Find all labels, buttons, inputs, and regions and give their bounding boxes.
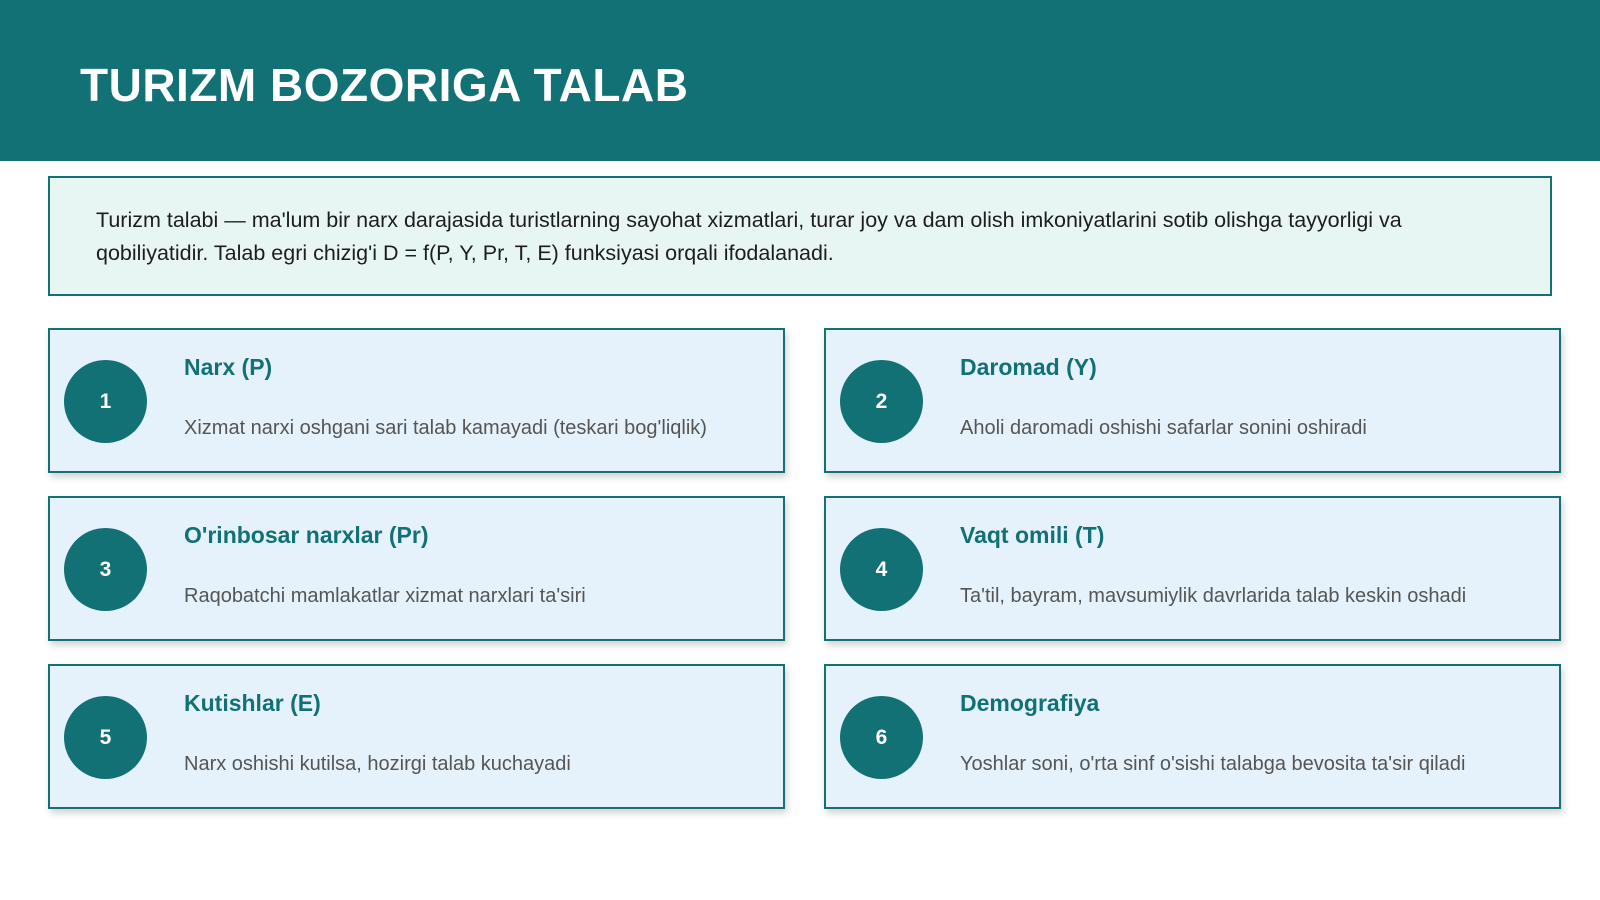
title-banner: [0, 0, 1600, 161]
factor-title: O'rinbosar narxlar (Pr): [184, 522, 429, 548]
factor-card-demography: [824, 664, 1561, 809]
factor-number-badge: 2: [840, 360, 923, 443]
factor-card-income: [824, 328, 1561, 473]
factor-number-badge: 5: [64, 696, 147, 779]
factor-description: Xizmat narxi oshgani sari talab kamayadi (teskari bog'liqlik): [184, 417, 707, 439]
factor-number-badge: 3: [64, 528, 147, 611]
factor-number-badge: 6: [840, 696, 923, 779]
factor-card-price: [48, 328, 785, 473]
factor-title: Kutishlar (E): [184, 690, 321, 716]
factor-title: Narx (P): [184, 354, 273, 380]
factor-title: Vaqt omili (T): [960, 522, 1105, 548]
factor-title: Daromad (Y): [960, 354, 1097, 380]
factor-description: Raqobatchi mamlakatlar xizmat narxlari ta'siri: [184, 585, 586, 607]
factor-card-time: [824, 496, 1561, 641]
factor-card-substitute-prices: [48, 496, 785, 641]
factor-description: Yoshlar soni, o'rta sinf o'sishi talabga bevosita ta'sir qiladi: [960, 753, 1466, 775]
factor-title: Demografiya: [960, 690, 1100, 716]
factor-description: Narx oshishi kutilsa, hozirgi talab kuchayadi: [184, 753, 571, 775]
definition-box: [48, 176, 1552, 296]
factor-description: Aholi daromadi oshishi safarlar sonini oshiradi: [960, 417, 1367, 439]
factor-description: Ta'til, bayram, mavsumiylik davrlarida talab keskin oshadi: [960, 585, 1467, 607]
factor-card-expectations: [48, 664, 785, 809]
factor-number-badge: 4: [840, 528, 923, 611]
definition-text: Turizm talabi — ma'lum bir narx darajasida turistlarning sayohat xizmatlari, turar joy va dam olish imkoniyatlarini sotib olishga tayyorligi va qobiliyatidir. Talab egri chizig'i D = f(P, Y, Pr, T, E) funksiyasi orqali ifodalanadi.: [96, 208, 1402, 265]
slide-title: TURIZM BOZORIGA TALAB: [80, 59, 689, 111]
factor-number-badge: 1: [64, 360, 147, 443]
